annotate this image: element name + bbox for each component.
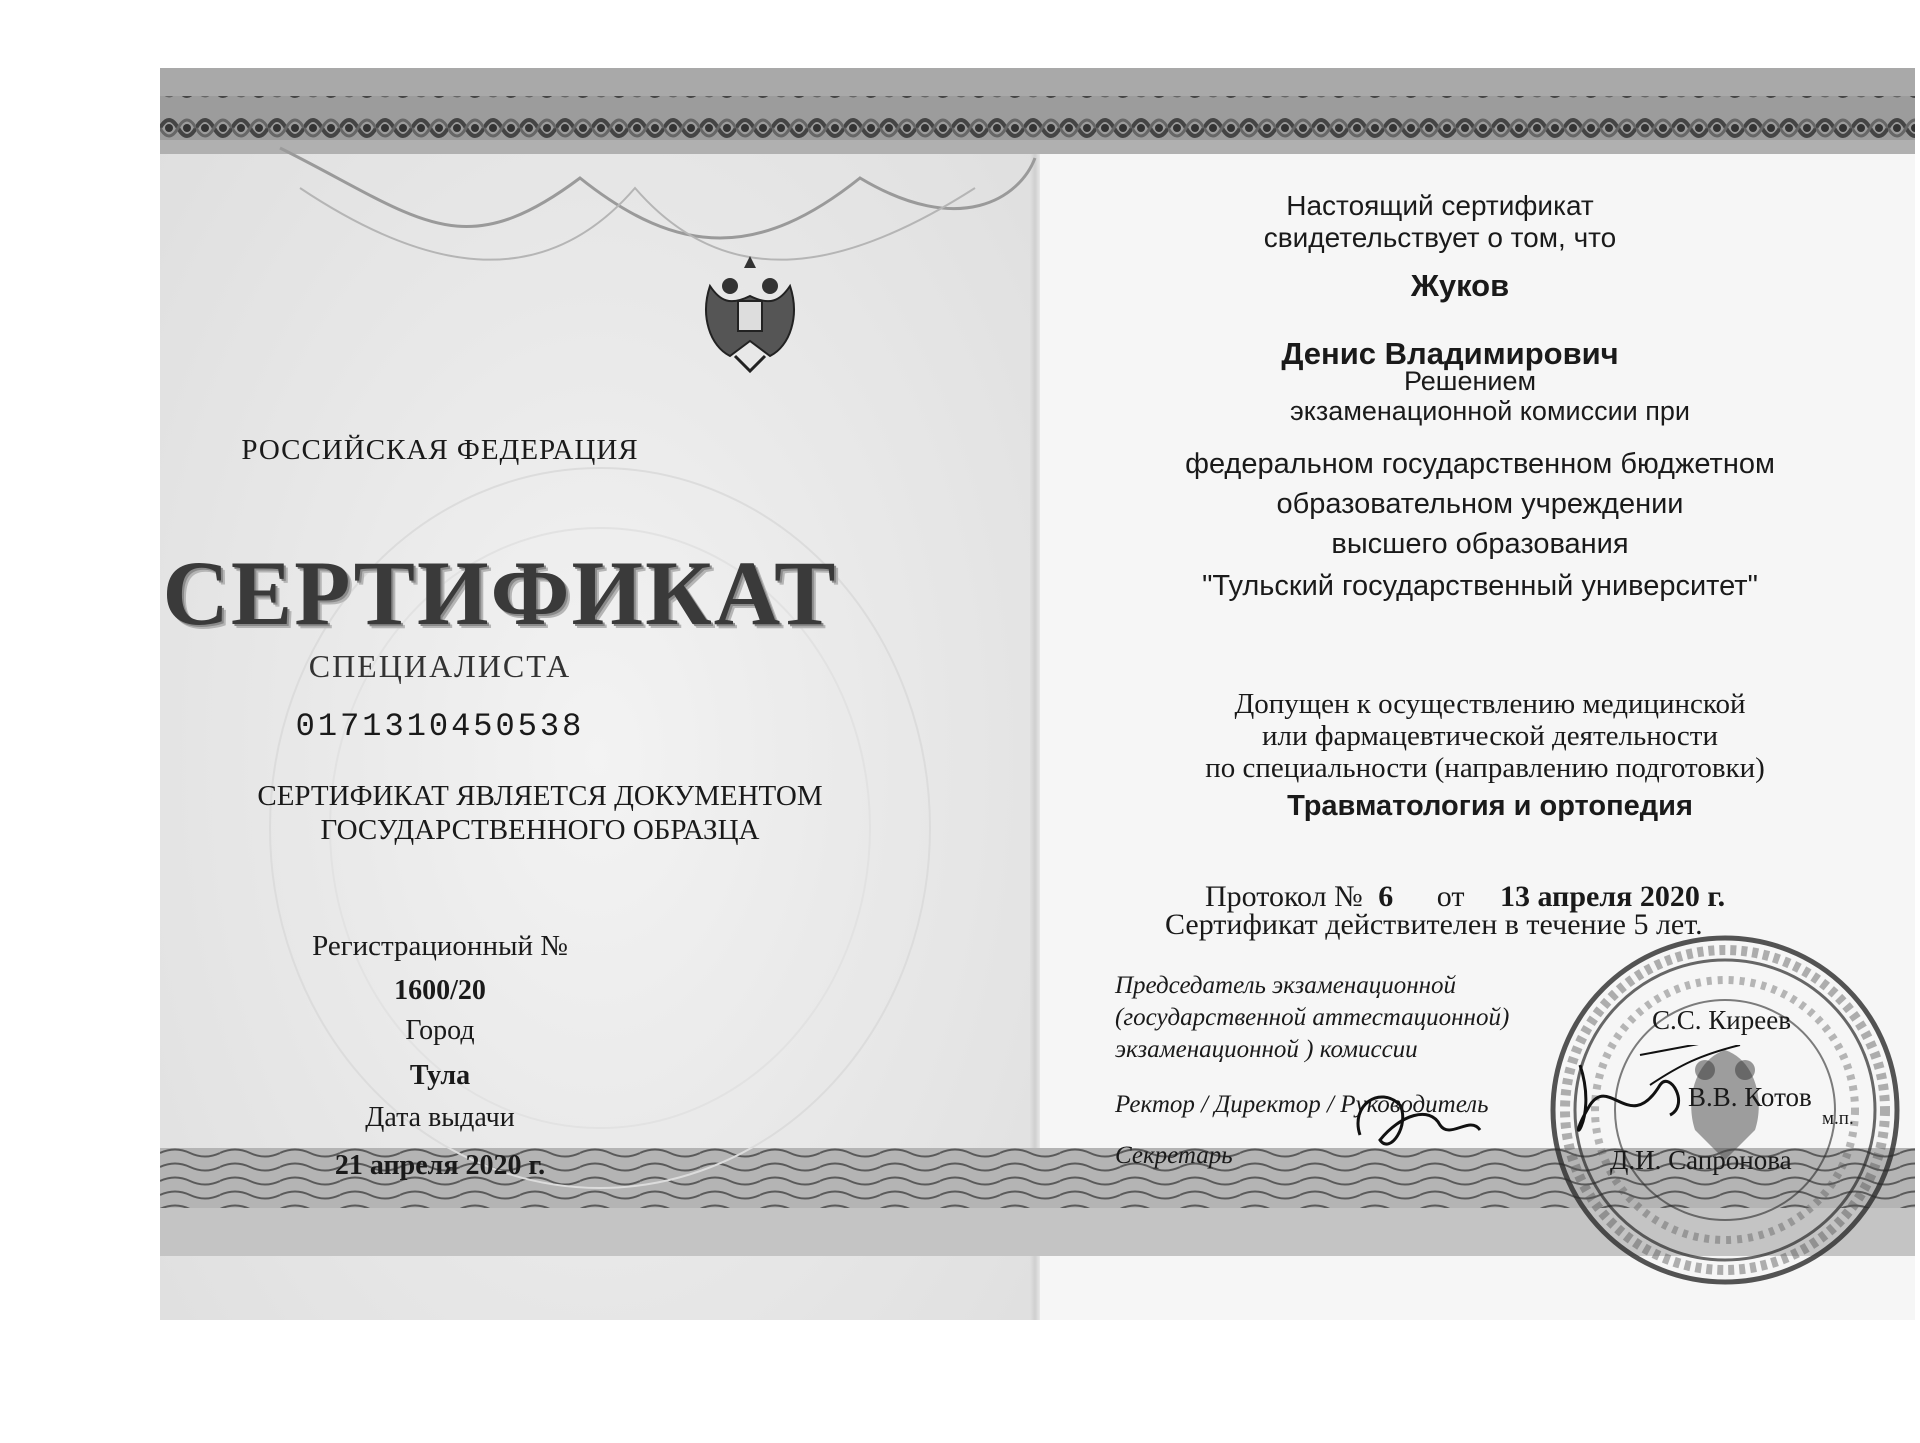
issue-date-label: Дата выдачи [365, 1102, 515, 1133]
specialty-name: Травматология и ортопедия [1287, 790, 1693, 822]
certificate-title: СЕРТИФИКАТ [162, 542, 838, 644]
validity-line: Сертификат действителен в течение 5 лет. [1165, 908, 1703, 941]
intro-line2: свидетельствует о том, что [1263, 222, 1617, 253]
state-document-line2: ГОСУДАРСТВЕННОГО ОБРАЗЦА [320, 814, 760, 846]
organization-line4: "Тульский государственный университет" [1202, 570, 1758, 602]
city-value: Тула [409, 1060, 471, 1091]
serial-number: 0171310450538 [295, 708, 585, 745]
state-document-line1: СЕРТИФИКАТ ЯВЛЯЕТСЯ ДОКУМЕНТОМ [257, 780, 823, 812]
country-name: РОССИЙСКАЯ ФЕДЕРАЦИЯ [241, 434, 639, 466]
rector-name: В.В. Котов [1688, 1082, 1812, 1112]
rector-label: Ректор / Директор / Руководитель [1115, 1091, 1489, 1118]
seal-place-mark: м.п. [1822, 1108, 1854, 1129]
admission-line1: Допущен к осуществлению медицинской [1234, 688, 1746, 720]
protocol-label: Протокол № [1205, 880, 1363, 913]
intro-line1: Настоящий сертификат [1286, 190, 1594, 221]
organization-line2: образовательном учреждении [1276, 488, 1684, 520]
decision-line2: экзаменационной комиссии при [1290, 396, 1690, 426]
secretary-label: Секретарь [1115, 1142, 1233, 1169]
decision-line1: Решением [1403, 366, 1537, 396]
protocol-number: 6 [1378, 880, 1394, 913]
coat-of-arms-icon [690, 246, 810, 376]
holder-surname: Жуков [1410, 268, 1510, 303]
chair-label-line3: экзаменационной ) комиссии [1115, 1036, 1418, 1063]
organization-line3: высшего образования [1331, 528, 1629, 560]
certificate-subtitle: СПЕЦИАЛИСТА [308, 648, 572, 684]
registration-number: 1600/20 [394, 975, 486, 1006]
chair-label-line1: Председатель экзаменационной [1115, 972, 1457, 999]
protocol-date: 13 апреля 2020 г. [1499, 880, 1726, 913]
protocol-from: от [1436, 880, 1465, 913]
chair-name: С.С. Киреев [1652, 1005, 1791, 1035]
admission-line3: по специальности (направлению подготовки) [1205, 752, 1765, 784]
admission-line2: или фармацевтической деятельности [1261, 720, 1718, 752]
secretary-name: Д.И. Сапронова [1610, 1145, 1792, 1175]
holder-given-names: Денис Владимирович [1281, 336, 1619, 371]
city-label: Город [405, 1015, 475, 1046]
issue-date: 21 апреля 2020 г. [334, 1150, 546, 1181]
chair-label-line2: (государственной аттестационной) [1115, 1004, 1510, 1031]
registration-label: Регистрационный № [312, 930, 568, 962]
organization-line1: федеральном государственном бюджетном [1185, 448, 1775, 480]
